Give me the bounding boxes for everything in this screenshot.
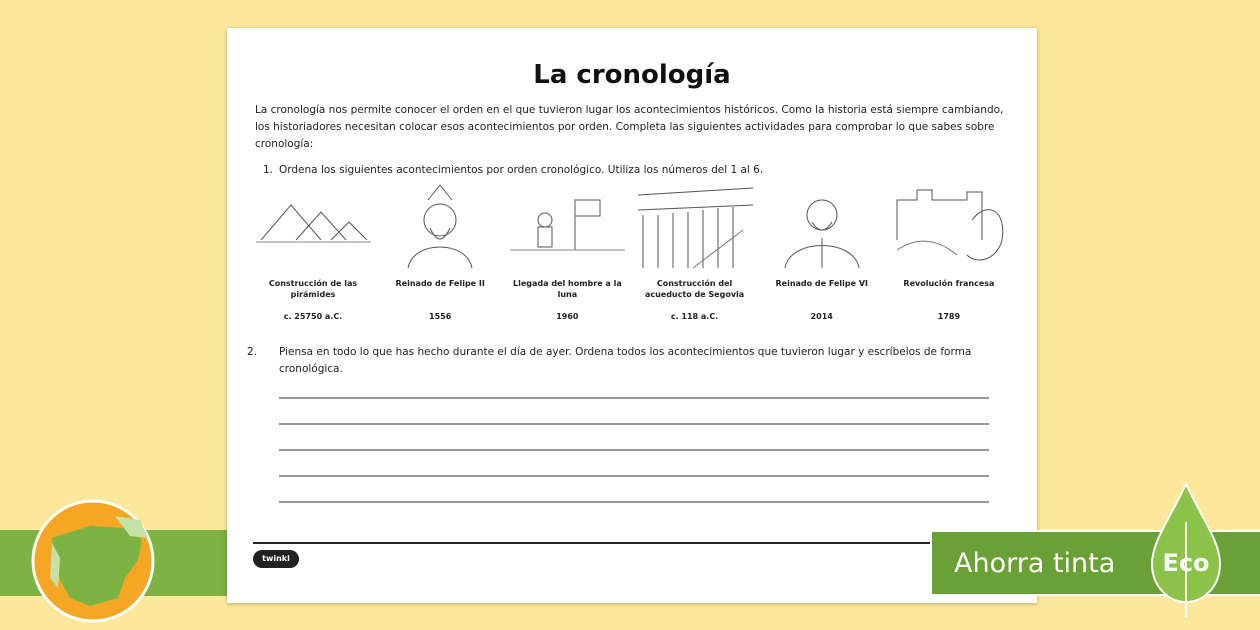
event-date: c. 25750 a.C. (283, 312, 343, 321)
event-illustration-icon (633, 180, 757, 270)
event-item (251, 180, 375, 321)
answer-line[interactable] (279, 475, 989, 477)
worksheet-title: La cronología (533, 60, 731, 90)
answer-line[interactable] (279, 501, 989, 503)
question-1: 1. Ordena los siguientes acontecimientos por orden cronológico. Utiliza los números del 1 al 6. (263, 164, 764, 176)
answer-line[interactable] (279, 449, 989, 451)
event-caption: Construcción de las pirámides (268, 279, 358, 299)
eco-badge-label: Ahorra tinta (954, 548, 1116, 579)
event-illustration-icon (887, 180, 1011, 270)
event-date: c. 118 a.C. (670, 312, 719, 321)
event-item (760, 180, 884, 321)
event-date: 1556 (429, 312, 452, 321)
event-date: 1789 (937, 312, 961, 321)
intro-text: La cronología nos permite conocer el orden en el que tuvieron lugar los acontecimientos históricos. Como la historia está siempre cambiando, los historiadores necesitan colocar esos acontecimientos por orden. Completa las siguientes actividades para comprobar lo que sabes sobre cronología: (255, 104, 1004, 150)
event-item (633, 180, 757, 321)
event-date: 2014 (810, 312, 833, 321)
event-item (887, 180, 1011, 321)
event-caption: Construcción del acueducto de Segovia (644, 279, 745, 299)
event-date: 1960 (556, 312, 579, 321)
event-illustration-icon (251, 180, 375, 270)
question-2: 2. Piensa en todo lo que has hecho durante el día de ayer. Ordena todos los acontecimientos que tuvieron lugar y escríbelos de forma cronológica. (247, 346, 972, 375)
event-illustration-icon (760, 180, 884, 270)
answer-line[interactable] (279, 423, 989, 425)
leaf-icon (1148, 482, 1224, 622)
twinkl-logo: twinkl (253, 550, 299, 568)
event-list (251, 180, 1011, 321)
answer-line[interactable] (279, 397, 989, 399)
event-caption: Llegada del hombre a la luna (513, 279, 622, 299)
event-caption: Reinado de Felipe II (395, 279, 485, 288)
event-caption: Reinado de Felipe VI (775, 279, 869, 288)
event-item (505, 180, 629, 321)
event-illustration-icon (378, 180, 502, 270)
worksheet-preview (227, 28, 1037, 603)
event-caption: Revolución francesa (903, 279, 995, 288)
eco-text: Eco (1162, 549, 1210, 577)
spain-map-icon (30, 498, 156, 624)
footer-rule (253, 542, 1011, 544)
event-illustration-icon (505, 180, 629, 270)
event-item (378, 180, 502, 321)
